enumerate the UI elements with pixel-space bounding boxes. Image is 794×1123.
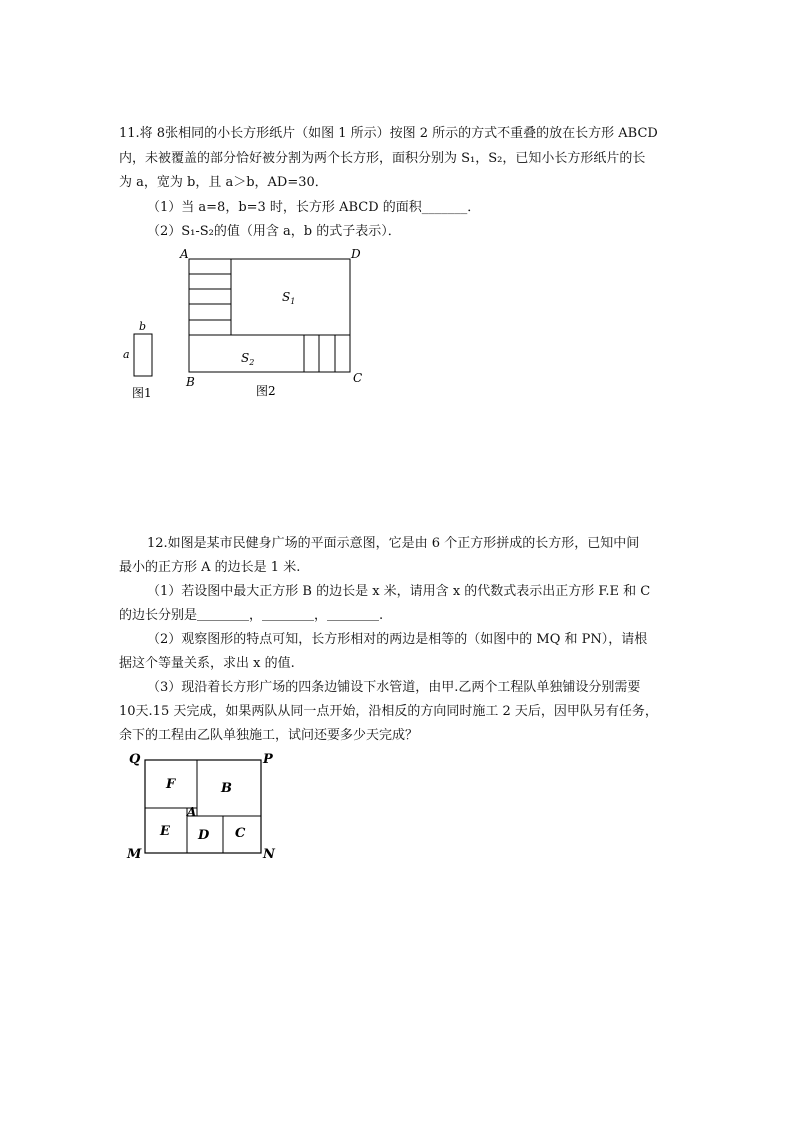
rectangle-abcd [189,259,350,372]
p11-question-1: （1）当 a=8，b=3 时，长方形 ABCD 的面积_______． [147,200,481,215]
right-strip-block [304,335,350,372]
p12-line-2: 最小的正方形 A 的边长是 1 米. [119,560,301,575]
fig1-caption: 图1 [132,386,152,400]
p11-figures [110,240,380,410]
corner-q: Q [129,752,141,767]
fig1-rectangle [134,334,152,376]
corner-p: P [263,752,273,767]
fig1-label-a: a [123,348,130,361]
p12-q3-line-1: （3）现沿着长方形广场的四条边铺设下水管道，由甲.乙两个工程队单独铺设分别需要 [147,680,641,695]
label-c: C [235,826,246,841]
corner-m: M [127,847,142,862]
p12-line-1: 12.如图是某市民健身广场的平面示意图，它是由 6 个正方形拼成的长方形，已知中间 [147,536,640,551]
p12-q1-line-2: 的边长分别是＿＿＿＿，＿＿＿＿，＿＿＿＿. [119,608,384,623]
p12-q2-line-1: （2）观察图形的特点可知，长方形相对的两边是相等的（如图中的 MQ 和 PN），请根 [147,632,648,647]
region-s1: $S_1$ [282,290,296,306]
label-d: D [198,828,210,843]
label-b: B [221,781,232,796]
figure-1 [123,320,152,400]
fig2-caption: 图2 [256,384,276,398]
p12-q1-line-1: （1）若设图中最大正方形 B 的边长是 x 米，请用含 x 的代数式表示出正方形 F.E 和 C [147,584,651,599]
p12-figure [125,748,285,864]
label-f: F [166,777,176,792]
vertex-c: C [353,371,363,385]
left-strip-block [189,259,231,335]
fig1-label-b: b [139,320,147,333]
vertex-b: B [186,375,195,389]
label-e: E [160,824,170,839]
label-a: A [187,805,197,819]
p12-q2-line-2: 据这个等量关系，求出 x 的值. [119,656,295,671]
p12-q3-line-2: 10天.15 天完成，如果两队从同一点开始，沿相反的方向同时施工 2 天后，因甲队另有任务， [119,704,658,719]
p11-line-2: 内，未被覆盖的部分恰好被分割为两个长方形，面积分别为 S₁，S₂，已知小长方形纸片的长 [119,151,646,166]
p12-q3-line-3: 余下的工程由乙队单独施工，试问还要多少天完成？ [119,728,419,743]
figure-2 [179,247,362,398]
vertex-a: A [180,247,189,261]
corner-n: N [263,847,275,862]
vertex-d: D [351,247,361,261]
p11-line-1: 11.将 8张相同的小长方形纸片（如图 1 所示）按图 2 所示的方式不重叠的放在长方形 ABCD [119,126,658,141]
p11-question-2: （2）S₁-S₂的值（用含 a，b 的式子表示）． [147,224,401,239]
region-s2: $S_2$ [241,351,255,367]
p11-line-3: 为 a，宽为 b，且 a＞b，AD=30． [119,175,328,190]
